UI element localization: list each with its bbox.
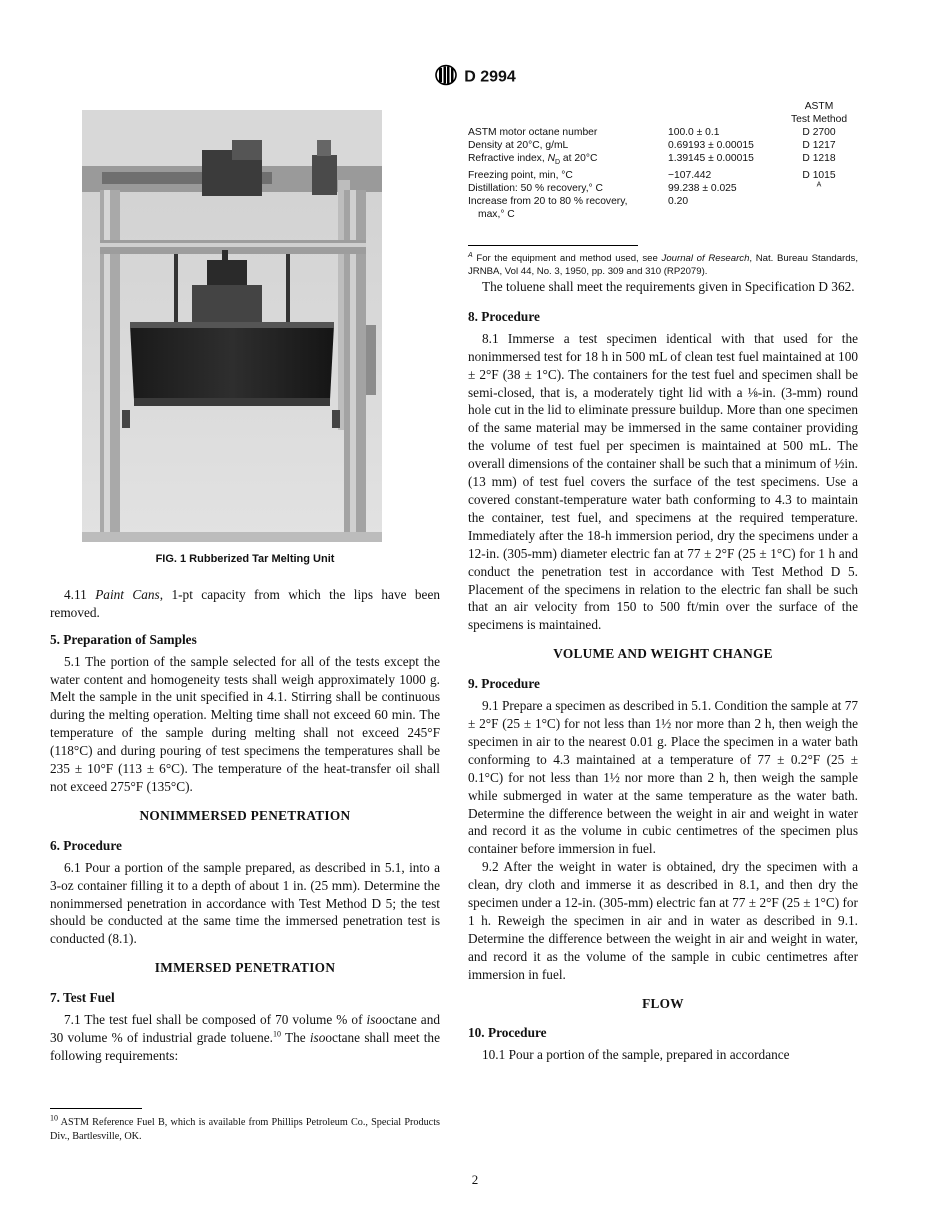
table-row: Density at 20°C, g/mL 0.69193 ± 0.00015 D 1217: [468, 140, 836, 151]
paragraph-7-1: 7.1 The test fuel shall be composed of 70 volume % of isooctane and 30 volume % of industrial grade toluene.$^{10}$ The isooctane shall meet the following requirements:: [50, 1012, 440, 1063]
left-column: [50, 108, 440, 1065]
figure-photo: [82, 110, 382, 542]
right-column: [468, 100, 858, 1064]
caption-volume-weight: VOLUME AND WEIGHT CHANGE: [553, 646, 773, 662]
paragraph-10-1: 10.1 Pour a portion of the sample, prepared in accordance: [482, 1047, 790, 1063]
section-heading-10: 10. Procedure: [468, 1025, 547, 1041]
section-heading-9: 9. Procedure: [468, 676, 540, 692]
table-footnote: $^A$ For the equipment and method used, see Journal of Research, Nat. Bureau Standards, JRNBA, Vol 44, No. 3, 1950, pp. 309 and 310 (RP2079).: [468, 251, 859, 278]
caption-flow: FLOW: [642, 995, 684, 1011]
table-row: Increase from 20 to 80 % recovery, max,° C 0.20: [468, 196, 689, 221]
table-row: Refractive index, $N_D$ at 20°C 1.39145 ± 0.00015 D 1218: [468, 153, 836, 167]
paragraph-8-1: 8.1 Immerse a test specimen identical with that used for the nonimmersed test for 18 h in 500 mL of clean test fuel maintained at 100 ± 2°F (38 ± 1°C). The containers for the test fuel and specimen shall be semi-closed, that is, a moderately tight lid with a ⅛-in. (3-mm) round hole cut in the lid to eliminate pressure buildup. More than one specimen of the same material may be immersed in the same container providing the volume of test fuel per specimen is maintained at 500 mL. The overall dimensions of the container shall be such that a minimum of ½in. (13 mm) of test fuel covers the surface of the test specimens. Use a covered constant-temperature water bath conforming to 4.3 to maintain the container, test fuel, and specimens at the required temperature. Immediately after the 18-h immersion period, dry the specimens under a 12-in. (305-mm) diameter electric fan at 77 ± 2°F (25 ± 1°C) for 1 h and conduct the penetration test in accordance with Test Method D 5. Placement of the specimens in relation to the electric fan shall be such that an air velocity from 150 to 500 ft/min over the surface of the specimens is maintained.: [468, 330, 858, 633]
table-footnote-rule: [468, 245, 638, 246]
footnote-10: $^{10}$ ASTM Reference Fuel B, which is available from Phillips Petroleum Co., Special Products Div., Bartlesville, OK.: [50, 1113, 440, 1142]
table-row: ASTM motor octane number 100.0 ± 0.1 D 2700: [468, 127, 836, 138]
paragraph-toluene: The toluene shall meet the requirements given in Specification D 362.: [482, 279, 855, 295]
table-row: Distillation: 50 % recovery,° C 99.238 ± 0.025 $^A$: [468, 181, 822, 195]
footnote-rule: [50, 1108, 142, 1109]
caption-immersed: IMMERSED PENETRATION: [154, 960, 336, 976]
table-header: ASTM Test Method: [790, 101, 848, 125]
standard-code: D 2994: [464, 68, 516, 86]
paragraph-6-1: 6.1 Pour a portion of the sample prepared, as described in 5.1, into a 3-oz container filling it to a depth of about 1 in. (25 mm). Determine the nonimmersed penetration in accordance with Test Method D 5; the test should be conducted at the same time the immersed penetration test is conducted (8.1).: [50, 859, 440, 947]
requirements-table: [468, 100, 858, 221]
paragraph-4-11: 4.11 Paint Cans, 1-pt capacity from which the lips have been removed.: [50, 586, 440, 620]
paragraph-5-1: 5.1 The portion of the sample selected for all of the tests except the water content and homogeneity tests shall weigh approximately 1000 g. Melt the sample in the unit specified in 4.1. Stirring shall be continuous during the melting operation. Melting time shall not exceed 60 min. The temperature of the sample during melting shall not exceed 245°F (118°C) and during pouring of test specimens the temperatures shall be 235 ± 10°F (113 ± 6°C). The temperature of the heat-transfer oil shall not exceed 275°F (135°C).: [50, 653, 440, 794]
page-header: [0, 64, 950, 91]
astm-logo-icon: [434, 64, 458, 91]
paragraph-9-2: 9.2 After the weight in water is obtained, dry the specimen with a clean, dry cloth and immerse it as described in 8.1, and then dry the specimen under a 12-in. (305-mm) electric fan at 77 ± 2°F (25 ± 1°C) for 1 h. Reweigh the specimen in air and in water as described in 9.1. Determine the difference between the weight in air and weight in water, and record it as the volume of the sample in cubic centimetres after immersion in fuel.: [468, 859, 858, 982]
section-heading-7: 7. Test Fuel: [50, 990, 115, 1006]
page-number: 2: [471, 1172, 479, 1187]
section-heading-5: 5. Preparation of Samples: [50, 631, 197, 647]
table-row: Freezing point, min, °C −107.442 D 1015: [468, 170, 836, 182]
section-heading-8: 8. Procedure: [468, 308, 540, 324]
caption-nonimmersed: NONIMMERSED PENETRATION: [139, 807, 351, 823]
section-heading-6: 6. Procedure: [50, 837, 122, 853]
figure-caption: FIG. 1 Rubberized Tar Melting Unit: [155, 553, 335, 565]
paragraph-9-1: 9.1 Prepare a specimen as described in 5.1. Condition the sample at 77 ± 2°F (25 ± 1°C) for not less than 1½ nor more than 2 h, then weigh the specimen in air to the nearest 0.01 g. Place the specimen in a water bath conforming to 4.3 maintained at a temperature of 77 ± 0.2°F (25 ± 0.1°C) for not less than 1½ nor more than 2 h, then weigh the sample while submerged in water at the same temperature as the water bath. Determine the difference between the weight in air and weight in water and record it as the volume in cubic centimetres of the specimen plus container before immersion in fuel.: [468, 698, 858, 857]
